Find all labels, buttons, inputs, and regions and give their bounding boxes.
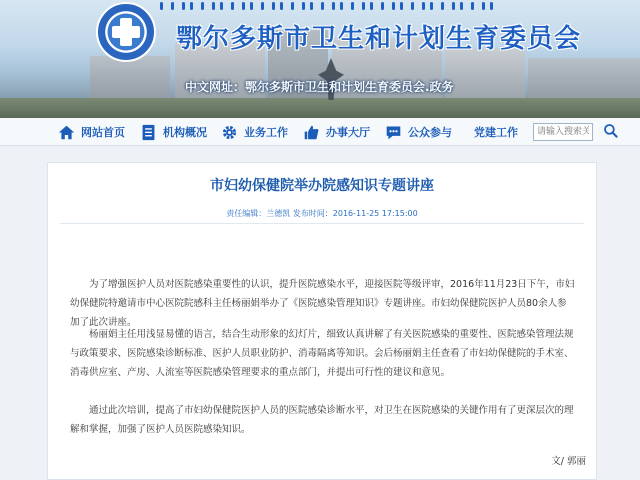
nav-item-label: 党建工作: [474, 126, 518, 139]
home-icon: [58, 124, 75, 141]
nav-item-label: 业务工作: [244, 126, 288, 139]
mongolian-glyph: [351, 2, 354, 10]
speech-bubble-icon: [385, 124, 402, 141]
logo-cross-icon: [112, 26, 140, 38]
mongolian-glyph: [381, 2, 384, 10]
mongolian-glyph: [362, 2, 365, 10]
nav-item-home[interactable]: [58, 122, 125, 142]
mongolian-glyph: [201, 2, 204, 10]
mongolian-glyph: [250, 2, 253, 10]
article-container: [47, 162, 597, 480]
header-banner: [0, 0, 640, 118]
mongolian-glyph: [452, 2, 455, 10]
article-title: 市妇幼保健院举办院感知识专题讲座: [210, 178, 434, 194]
mongolian-glyph: [272, 2, 275, 10]
mongolian-glyph: [182, 2, 185, 10]
mongolian-glyph: [460, 2, 463, 10]
mongolian-glyph: [340, 2, 343, 10]
mongolian-glyph: [471, 2, 474, 10]
nav-item-business[interactable]: [221, 122, 288, 142]
nav-item-party-building[interactable]: [474, 122, 518, 142]
search-input[interactable]: [533, 123, 593, 141]
gear-icon: [221, 124, 238, 141]
search-icon: [603, 123, 619, 139]
divider: [60, 223, 584, 224]
mongolian-glyph: [220, 2, 223, 10]
chinese-domain: 中文网址：鄂尔多斯市卫生和计划生育委员会.政务: [185, 80, 454, 94]
mongolian-glyph: [332, 2, 335, 10]
mongolian-glyph: [482, 2, 485, 10]
article-paragraph: 为了增强医护人员对医院感染重要性的认识，提升医院感染水平，迎接医院等级评审，2016年11月23日下午，市妇幼保健院特邀请市中心医院院感科主任杨丽娟举办了《医院感染管理知识》专题讲座。市妇幼保健院医护人员80余人参加了此次讲座。: [70, 279, 575, 328]
mongolian-glyph: [392, 2, 395, 10]
mongolian-glyph: [291, 2, 294, 10]
nav-item-service-hall[interactable]: [303, 122, 370, 142]
mongolian-glyph: [261, 2, 264, 10]
mongolian-glyph: [171, 2, 174, 10]
mongolian-script-line: [160, 2, 510, 16]
mongolian-glyph: [422, 2, 425, 10]
banner-ground: [0, 98, 640, 118]
nav-item-public-participation[interactable]: [385, 122, 452, 142]
article-paragraph: 通过此次培训，提高了市妇幼保健院医护人员的医院感染诊断水平，对卫生在医院感染的关键作用有了更深层次的理解和掌握，加强了医护人员医院感染知识。: [70, 405, 574, 435]
article-meta: 责任编辑：兰德凯 发布时间：2016-11-25 17:15:00: [226, 209, 418, 218]
mongolian-glyph: [370, 2, 373, 10]
mongolian-glyph: [400, 2, 403, 10]
search-button[interactable]: [598, 123, 624, 141]
mongolian-glyph: [490, 2, 493, 10]
mongolian-glyph: [302, 2, 305, 10]
mongolian-glyph: [280, 2, 283, 10]
mongolian-glyph: [430, 2, 433, 10]
banner-building: [90, 56, 170, 102]
site-logo[interactable]: [96, 2, 156, 62]
nav-item-about[interactable]: [140, 122, 207, 142]
mongolian-glyph: [441, 2, 444, 10]
site-title: 鄂尔多斯市卫生和计划生育委员会: [176, 24, 582, 54]
mongolian-glyph: [160, 2, 163, 10]
document-icon: [140, 124, 157, 141]
article-author: 文/ 郭丽: [551, 456, 586, 467]
mongolian-glyph: [212, 2, 215, 10]
banner-building: [528, 58, 640, 102]
mongolian-glyph: [242, 2, 245, 10]
mongolian-glyph: [411, 2, 414, 10]
article-paragraph: 杨丽娟主任用浅显易懂的语言，结合生动形象的幻灯片，细致认真讲解了有关医院感染的重要性、医院感染管理法规与政策要求、医院感染诊断标准、医护人员职业防护、消毒隔离等知识。会后杨丽娟主任查看了市妇幼保健院的手术室、消毒供应室、产房、人流室等医院感染管理要求的重点部门，并提出可行性的建议和意见。: [70, 329, 574, 378]
mongolian-glyph: [190, 2, 193, 10]
mongolian-glyph: [321, 2, 324, 10]
nav-item-label: 机构概况: [163, 126, 207, 139]
mongolian-glyph: [310, 2, 313, 10]
thumbs-up-icon: [303, 124, 320, 141]
nav-item-label: 网站首页: [81, 126, 125, 139]
mongolian-glyph: [231, 2, 234, 10]
banner-building: [445, 48, 525, 102]
nav-item-label: 公众参与: [408, 126, 452, 139]
nav-item-label: 办事大厅: [326, 126, 370, 139]
